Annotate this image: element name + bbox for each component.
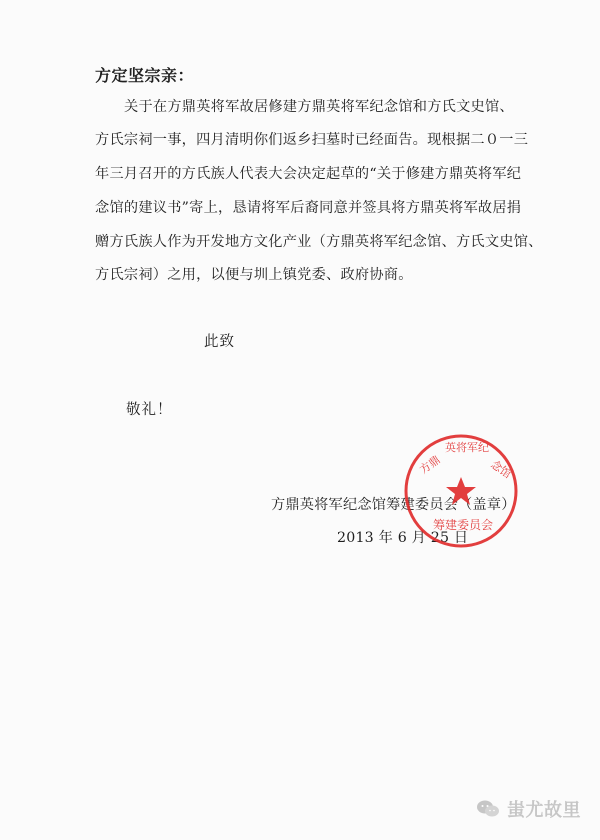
- svg-text:方鼎: 方鼎: [417, 453, 443, 477]
- body-line-5: 赠方氏族人作为开发地方文化产业（方鼎英将军纪念馆、方氏文史馆、: [95, 234, 543, 250]
- body-line-1: 关于在方鼎英将军故居修建方鼎英将军纪念馆和方氏文史馆、: [124, 99, 514, 115]
- svg-text:筹建委员会: 筹建委员会: [433, 518, 494, 532]
- watermark-text: 蚩尤故里: [507, 800, 581, 821]
- body-line-6: 方氏宗祠）之用，以便与圳上镇党委、政府协商。: [95, 267, 413, 283]
- closing-phrase: 此致: [204, 334, 235, 350]
- watermark: [476, 796, 581, 822]
- svg-text:念馆: 念馆: [488, 457, 514, 482]
- regards-phrase: 敬礼！: [126, 402, 173, 418]
- signature-line: 方鼎英将军纪念馆筹建委员会（盖章）: [271, 497, 516, 513]
- wechat-icon: [476, 798, 501, 820]
- svg-text:英将军纪: 英将军纪: [445, 441, 489, 454]
- body-line-3: 年三月召开的方氏族人代表大会决定起草的“关于修建方鼎英将军纪: [95, 166, 522, 182]
- official-seal: [402, 432, 520, 550]
- seal-stamp-icon: [402, 432, 520, 550]
- date-line: 2013 年 6 月 25 日: [337, 530, 469, 546]
- body-line-2: 方氏宗祠一事，四月清明你们返乡扫墓时已经面告。现根据二０一三: [95, 132, 529, 148]
- salutation: 方定坚宗亲：: [95, 66, 195, 85]
- body-line-4: 念馆的建议书”寄上，恳请将军后裔同意并签具将方鼎英将军故居捐: [95, 200, 522, 216]
